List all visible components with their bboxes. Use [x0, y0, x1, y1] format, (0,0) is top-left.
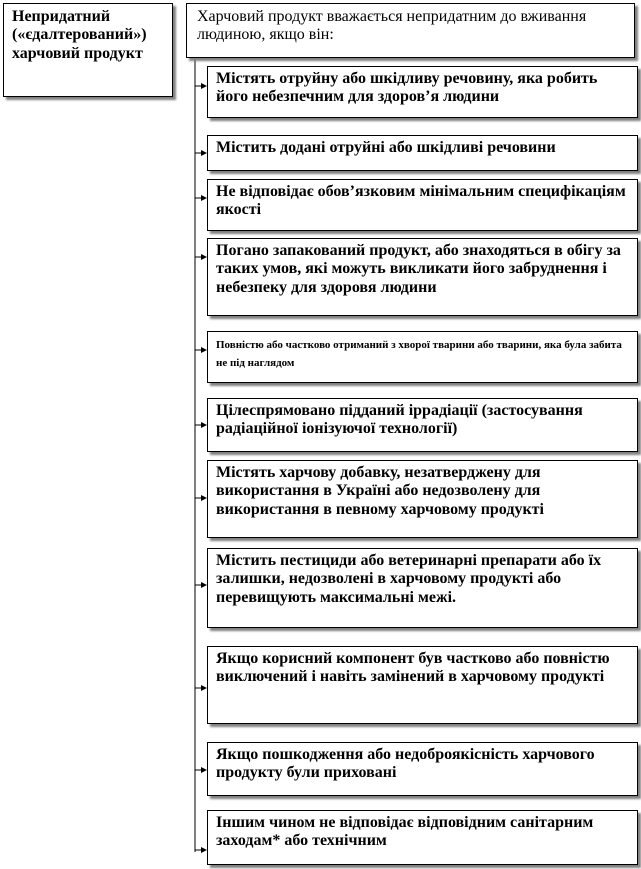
- criterion-box-5: Повністю або частково отриманий з хворої тварини або тварини, яка була забита не під наглядом: [207, 331, 638, 383]
- criterion-box-8: Містить пестициди або ветеринарні препарати або їх залишки, недозволені в харчовому продукті або перевищують максимальні межі.: [207, 548, 638, 628]
- criterion-box-11: Іншим чином не відповідає відповідним санітарним заходам* або технічним: [207, 810, 638, 865]
- criterion-box-7: Містять харчову добавку, незатверджену для використання в Україні або недозволену для використання в певному харчовому продукті: [207, 460, 638, 538]
- criterion-box-1: Містять отруйну або шкідливу речовину, яка робить його небезпечним для здоров’я людини: [207, 66, 638, 118]
- criterion-box-2: Містить додані отруйні або шкідливі речовини: [207, 135, 638, 171]
- criteria-header: Харчовий продукт вважається непридатним до вживання людиною, якщо він:: [186, 3, 635, 58]
- criterion-box-6: Цілеспрямовано підданий іррадіації (застосування радіаційної іонізуючої технології): [207, 398, 638, 452]
- criterion-box-4: Погано запакований продукт, або знаходяться в обігу за таких умов, які можуть викликати його забруднення і небезпеку для здоровя людини: [207, 238, 638, 316]
- criterion-box-9: Якщо корисний компонент був частково або повністю виключений і навіть замінений в харчовому продукті: [207, 646, 638, 724]
- criterion-box-10: Якщо пошкодження або недоброякісність харчового продукту були приховані: [207, 742, 638, 796]
- criterion-box-3: Не відповідає обов’язковим мінімальним специфікаціям якості: [207, 179, 638, 231]
- diagram-title: Непридатний («єдалтерований») харчовий продукт: [3, 3, 173, 97]
